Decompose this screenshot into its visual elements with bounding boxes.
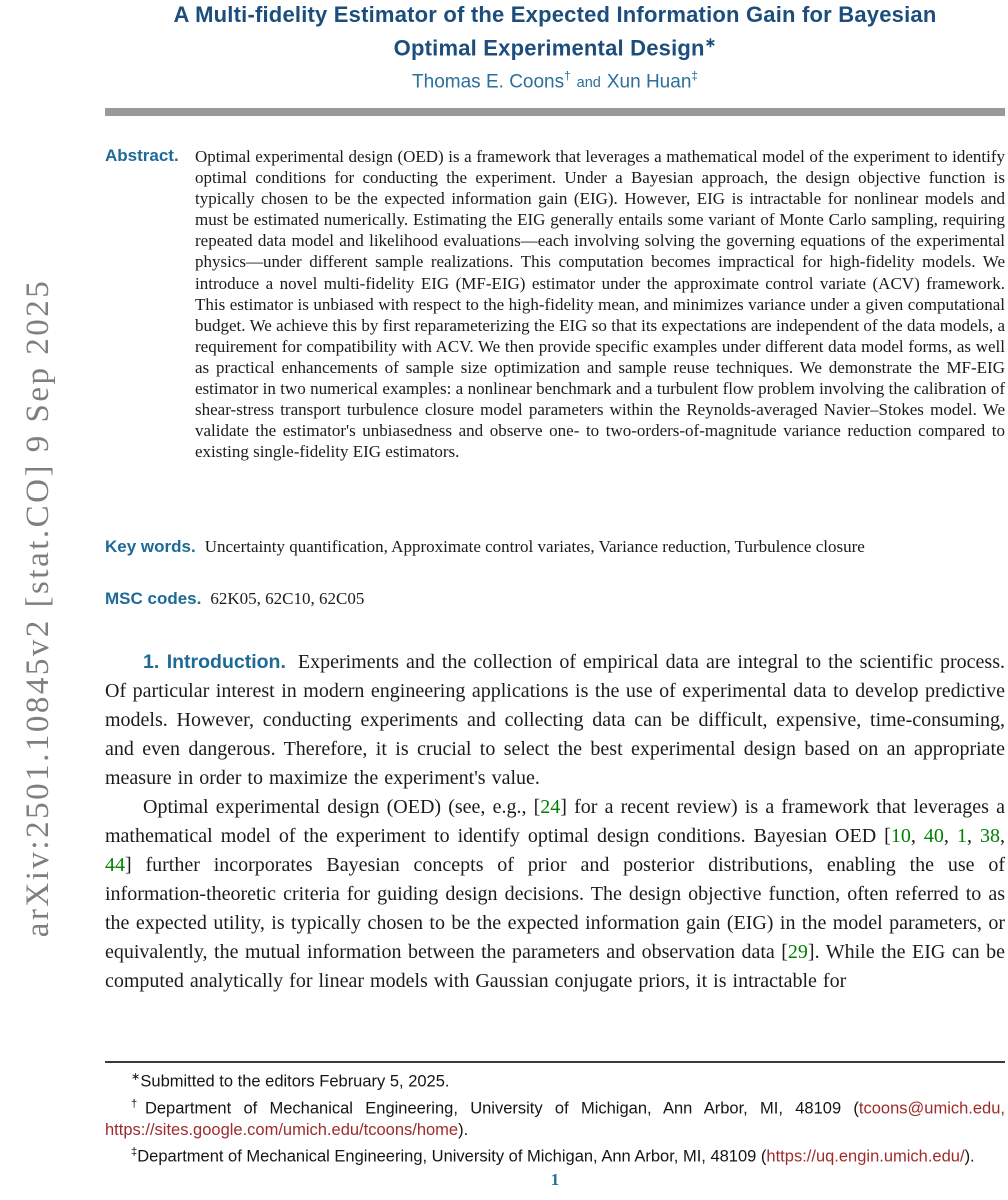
external-link[interactable]: https://sites.google.com/umich.edu/tcoons/home bbox=[105, 1121, 459, 1139]
footnote bbox=[105, 1141, 1005, 1168]
text-segment: Department of Mechanical Engineering, University of Michigan, Ann Arbor, MI, 48109 ( bbox=[144, 1099, 859, 1117]
citation-link[interactable]: 1 bbox=[956, 825, 967, 847]
text-segment: Submitted to the editors February 5, 2025. bbox=[140, 1072, 450, 1091]
arxiv-banner bbox=[18, 218, 58, 998]
footnote-marker: ∗ bbox=[131, 1071, 141, 1083]
intro-paragraph-2 bbox=[105, 793, 1005, 996]
footnote bbox=[105, 1066, 1005, 1093]
citation-link[interactable]: 24 bbox=[540, 796, 561, 818]
text-segment: ). bbox=[458, 1121, 469, 1139]
page-number: 1 bbox=[550, 1170, 560, 1189]
paper-title-line1: A Multi-fidelity Estimator of the Expected Information Gain for Bayesian bbox=[173, 2, 937, 27]
footnote-marker: † bbox=[131, 1097, 145, 1110]
msc-codes-text: 62K05, 62C10, 62C05 bbox=[210, 589, 365, 608]
citation-link[interactable]: 29 bbox=[787, 941, 808, 963]
footnote-rule bbox=[105, 1061, 1005, 1063]
citation-link[interactable]: 38 bbox=[980, 825, 1001, 847]
text-column bbox=[105, 0, 1005, 1200]
author-2-footnote-mark[interactable]: ‡ bbox=[691, 70, 698, 83]
intro-paragraph-1-text: Experiments and the collection of empirical data are integral to the scientific process. Of particular interest in modern engineering applications is the use of experimental data to develop predictive models. However, conducting experiments and collecting data can be difficult, expensive, time-consuming, and even dangerous. Therefore, it is crucial to select the best experimental design based on an appropriate measure in order to maximize the experiment's value. bbox=[105, 651, 1005, 789]
intro-paragraph-1 bbox=[105, 648, 1005, 793]
keywords-text: Uncertainty quantification, Approximate control variates, Variance reduction, Turbulence closure bbox=[204, 537, 865, 556]
introduction-section bbox=[105, 648, 1005, 996]
text-segment: ] for a recent review) is a framework that leverages a mathematical model of the experiment to identify optimal design conditions. Bayesian OED [ bbox=[105, 796, 1005, 847]
text-segment: , bbox=[1000, 825, 1006, 847]
author-2: Xun Huan bbox=[606, 71, 692, 93]
text-segment: , bbox=[966, 825, 981, 847]
footnote-marker: ‡ bbox=[131, 1146, 138, 1158]
citation-link[interactable]: 10 bbox=[890, 825, 911, 847]
text-segment: Department of Mechanical Engineering, University of Michigan, Ann Arbor, MI, 48109 ( bbox=[137, 1147, 767, 1166]
text-segment: ). bbox=[964, 1147, 975, 1166]
paper-title-line2 bbox=[105, 29, 1005, 62]
citation-link[interactable]: 40 bbox=[923, 825, 944, 847]
paper-title-line2-text: Optimal Experimental Design bbox=[393, 35, 705, 61]
text-segment: ]. While the EIG can be computed analytically for linear models with Gaussian conjugate priors, it is intractable for bbox=[105, 941, 1005, 992]
abstract-label: Abstract. bbox=[105, 146, 179, 165]
text-segment: Optimal experimental design (OED) (see, e.g., [ bbox=[143, 796, 541, 818]
footnotes-block bbox=[105, 1066, 1005, 1168]
section-1-heading: 1. Introduction. bbox=[143, 651, 286, 673]
text-segment: ] further incorporates Bayesian concepts of prior and posterior distributions, enabling the use of information-theoretic criteria for guiding design decisions. The design objective function, often referred to as the expected utility, is typically chosen to be the expected information gain (EIG) in the model parameters, or equivalently, the mutual information between the parameters and observation data [ bbox=[105, 854, 1005, 963]
header-divider-bar bbox=[105, 108, 1005, 116]
abstract-text: Optimal experimental design (OED) is a framework that leverages a mathematical model of the experiment to identify optimal conditions for conducting the experiment. Under a Bayesian approach, the design objective function is typically chosen to be the expected information gain (EIG). However, EIG is intractable for nonlinear models and must be estimated numerically. Estimating the EIG generally entails some variant of Monte Carlo sampling, requiring repeated data model and likelihood evaluations—each involving solving the governing equations of the experimental physics—under different sample realizations. This computation becomes impractical for high-fidelity models. We introduce a novel multi-fidelity EIG (MF-EIG) estimator under the approximate control variate (ACV) framework. This estimator is unbiased with respect to the high-fidelity mean, and minimizes variance under a given computational budget. We achieve this by first reparameterizing the EIG so that its expectations are independent of the data models, a requirement for compatibility with ACV. We then provide specific examples under different data model forms, as well as practical enhancements of sample size optimization and sample reuse techniques. We demonstrate the MF-EIG estimator in two numerical examples: a nonlinear benchmark and a turbulent flow problem involving the calibration of shear-stress transport turbulence closure model parameters within the Reynolds-averaged Navier–Stokes model. We validate the estimator's unbiasedness and observe one- to two-orders-of-magnitude variance reduction compared to existing single-fidelity EIG estimators. bbox=[195, 147, 1005, 462]
author-1-footnote-mark[interactable]: † bbox=[564, 70, 571, 83]
paper-title bbox=[105, 1, 1005, 62]
keywords-row bbox=[105, 537, 1005, 557]
citation-link[interactable]: 44 bbox=[105, 854, 125, 876]
text-segment: , bbox=[910, 825, 924, 847]
msc-codes-label: MSC codes. bbox=[105, 589, 202, 608]
external-link[interactable]: https://uq.engin.umich.edu/ bbox=[766, 1147, 965, 1166]
abstract-section bbox=[105, 146, 1005, 462]
keywords-label: Key words. bbox=[105, 537, 196, 556]
author-1: Thomas E. Coons bbox=[412, 71, 565, 93]
arxiv-banner-text: arXiv:2501.10845v2 [stat.CO] 9 Sep 2025 bbox=[20, 278, 56, 938]
title-footnote-mark[interactable]: ∗ bbox=[704, 35, 717, 50]
external-link[interactable]: tcoons@umich.edu, bbox=[858, 1099, 1005, 1117]
msc-codes-row bbox=[105, 589, 1005, 609]
author-line bbox=[105, 70, 1005, 93]
footnote bbox=[105, 1093, 1005, 1142]
text-segment: , bbox=[943, 825, 957, 847]
author-conjunction: and bbox=[576, 75, 601, 92]
